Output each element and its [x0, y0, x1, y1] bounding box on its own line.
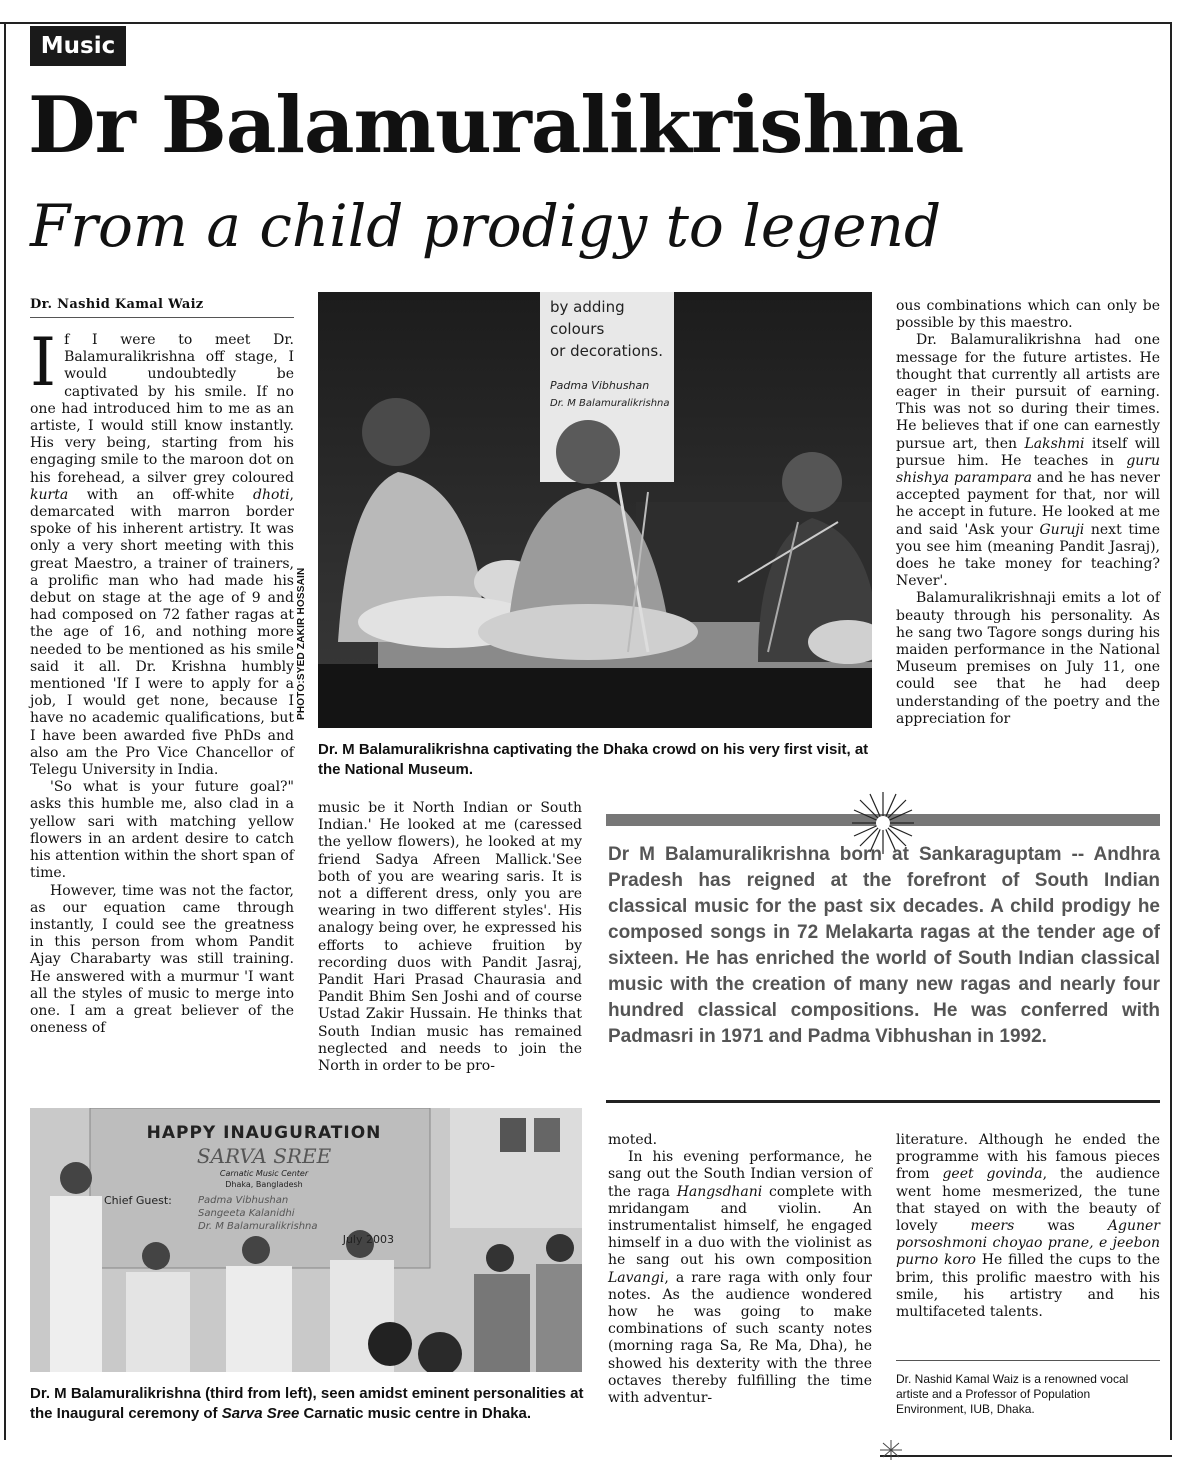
banner-line: Dhaka, Bangladesh	[225, 1180, 303, 1189]
concert-banner	[550, 296, 670, 412]
banner-line: Carnatic Music Center	[219, 1169, 309, 1178]
banner-line: Sangeeta Kalanidhi	[198, 1208, 295, 1219]
text-run: , demarcated with marron border spoke of his inherent artistry. It was only a very short meeting with this great Maestro, a trainer of trainers, a prolific man who had made his debut on stage at the age of 9 and had composed on 72 father ragas at the age of 16, and nothing more needed to be mentioned as his smile said it all. Dr. Krishna humbly mentioned 'If I were to apply for a job, I would get none, because I have no academic qualifications, but I have been awarded five PhDs and also am the Pro Vice Chancellor of Telegu University in India.	[30, 486, 294, 779]
italic-term: Hangsdhani	[676, 1183, 763, 1200]
banner-line: Padma Vibhushan	[198, 1195, 289, 1206]
inauguration-banner	[104, 1122, 424, 1247]
text-run: , a rare raga with only four notes. As the audience wondered how he was going to make combinations of such scanty notes (morning raga Sa, Re Ma, Dha), he showed his dexterity with the three octaves thereby fulfilling the time with adventur-	[608, 1269, 872, 1407]
byline: Dr. Nashid Kamal Waiz	[30, 297, 204, 312]
caption-italic: Sarva Sree	[221, 1405, 300, 1422]
paragraph	[896, 1132, 1160, 1321]
text-run: and he has never accepted payment for that, nor will he accept in future. He looked at me and said 'Ask your	[896, 470, 1160, 538]
article-column-2	[318, 800, 582, 1094]
inauguration-caption	[30, 1384, 586, 1424]
italic-term: meers	[970, 1218, 1015, 1235]
end-mark-icon	[876, 1440, 906, 1460]
text-run: He filled the cups to the brim, this prolific maestro with his smile, his artistry and his multifaceted talents.	[896, 1252, 1160, 1321]
italic-term: dhoti	[253, 486, 290, 503]
paragraph: However, time was not the factor, as our equation came through instantly, I could see the greatness in this person from whom Pandit Ajay Charabarty was still training. He answered with a murmur 'I want all the styles of music to merge into one. I am a great believer of the oneness of	[30, 882, 294, 1037]
paragraph: moted.	[608, 1132, 658, 1148]
paragraph	[896, 332, 1160, 590]
text-run: was	[1014, 1218, 1108, 1235]
subheadline: From a child prodigy to legend	[30, 192, 942, 260]
text-run: with an off-white	[68, 486, 254, 503]
banner-line: Chief Guest:	[104, 1194, 172, 1207]
section-tag: Music	[30, 26, 126, 66]
banner-line: Dr. M Balamuralikrishna	[550, 398, 670, 409]
concert-caption: Dr. M Balamuralikrishna captivating the Dhaka crowd on his very first visit, at the National Museum.	[318, 741, 869, 778]
text-run: , the audience went home mesmerized, the tune that stayed on with the beauty of lovely	[896, 1166, 1161, 1235]
text-run: complete with mridangam and violin. An instrumentalist himself, he engaged himself in a duo with the violinist as he sang out his own composition	[608, 1183, 872, 1269]
italic-term: geet govinda	[942, 1166, 1043, 1183]
text-run: f I were to meet Dr. Balamuralikrishna off stage, I would undoubtedly be captivated by his smile. If no one had introduced him to me as an artiste, I would still know instantly. His very being, starting from his engaging smile to the maroon dot on his forehead, a silver grey coloured	[30, 332, 294, 486]
banner-line: July 2003	[342, 1233, 394, 1246]
banner-line: HAPPY INAUGURATION	[146, 1123, 382, 1143]
text-run: itself will pursue him. He teaches in	[896, 435, 1160, 469]
pullquote: Dr M Balamuralikrishna born at Sankaraguptam -- Andhra Pradesh has reigned at the forefront of South Indian classical music for the past six decades. A child prodigy he composed songs in 72 Melakarta ragas at the tender age of sixteen. He has enriched the world of South Indian classical music with the creation of many new ragas and nearly four hundred classical compositions. He was conferred with Padmasri in 1971 and Padma Vibhushan in 1992.	[608, 844, 1160, 1047]
pullquote-bottom-rule	[606, 1100, 1160, 1103]
paragraph	[608, 1149, 872, 1407]
page-border-right	[1170, 22, 1172, 1440]
banner-line: or decorations.	[550, 342, 663, 360]
text-run: In his evening performance, he sang out the South Indian version of the raga	[608, 1149, 872, 1200]
italic-term: Lavangi	[608, 1269, 665, 1286]
article-column-4	[896, 298, 1160, 778]
italic-term: guru shishya parampara	[896, 452, 1160, 487]
text-run: next time you see him (meaning Pandit Jasraj), does he take money for teaching? Never'.	[896, 521, 1160, 590]
chief-guest-block	[104, 1194, 424, 1233]
page-border-top	[0, 22, 1172, 24]
italic-term: Aguner porsoshmoni choyao prane, e jeebon purno koro	[896, 1218, 1160, 1269]
inauguration-photo	[30, 1108, 582, 1372]
article-column-1	[30, 324, 294, 1092]
concert-photo	[318, 292, 872, 728]
bio-rule	[896, 1360, 1160, 1361]
page-border-bottom	[880, 1455, 1172, 1457]
paragraph: Balamuralikrishnaji emits a lot of beauty through his personality. As he sang two Tagore songs during his maiden performance in the National Museum premises on July 11, one could see that he had deep understanding of the poetry and the appreciation for	[896, 590, 1160, 727]
photo-credit: PHOTO:SYED ZAKIR HOSSAIN	[296, 567, 307, 720]
byline-rule	[30, 317, 294, 318]
banner-line: by adding colours	[550, 298, 625, 338]
caption-text: Dr. M Balamuralikrishna (third from left), seen amidst eminent personalities at the Inaugural ceremony of	[30, 1385, 584, 1422]
italic-term: kurta	[30, 486, 69, 503]
paragraph: ous combinations which can only be possible by this maestro.	[896, 298, 1160, 332]
italic-term: Guruji	[1039, 521, 1085, 538]
page-border-left	[4, 22, 6, 1440]
caption-text: Carnatic music centre in Dhaka.	[299, 1405, 532, 1422]
text-run: literature. Although he ended the programme with his famous pieces from	[896, 1132, 1160, 1183]
banner-line: Dr. M Balamuralikrishna	[198, 1221, 318, 1232]
author-bio: Dr. Nashid Kamal Waiz is a renowned vocal artiste and a Professor of Population Environment, IUB, Dhaka.	[896, 1372, 1129, 1416]
paragraph: music be it North Indian or South Indian.' He looked at me (caressed the yellow flowers), he looked at my friend Sadya Afreen Mallick.'See both of you are wearing saris. It is not a different dress, only you are wearing in two different styles'. His analogy being over, he expressed his efforts to achieve fruition by recording duos with Pandit Jasraj, Pandit Hari Prasad Chaurasia and Pandit Bhim Sen Joshi and of course Ustad Zakir Hussain. He thinks that South Indian music has remained neglected and needs to join the North in order to be pro-	[318, 800, 582, 1075]
italic-term: Lakshmi	[1024, 435, 1085, 452]
article-column-4b	[896, 1132, 1160, 1354]
article-column-3	[608, 1132, 872, 1432]
chief-guest-names	[198, 1194, 318, 1233]
banner-line: Padma Vibhushan	[550, 379, 650, 392]
paragraph	[30, 324, 294, 779]
drop-cap: I	[30, 324, 57, 401]
paragraph: 'So what is your future goal?" asks this humble me, also clad in a yellow sari with matching yellow flowers in an ardent desire to catch his attention within the short span of time.	[30, 779, 294, 882]
banner-line: SARVA SREE	[196, 1144, 332, 1168]
headline: Dr Balamuralikrishna	[28, 80, 964, 171]
text-run: Dr. Balamuralikrishna had one message for the future artistes. He thought that currently all artists are eager in their pursuit of earning. This was not so during their times. He believes that if one can earnestly pursue art, then	[896, 332, 1160, 452]
